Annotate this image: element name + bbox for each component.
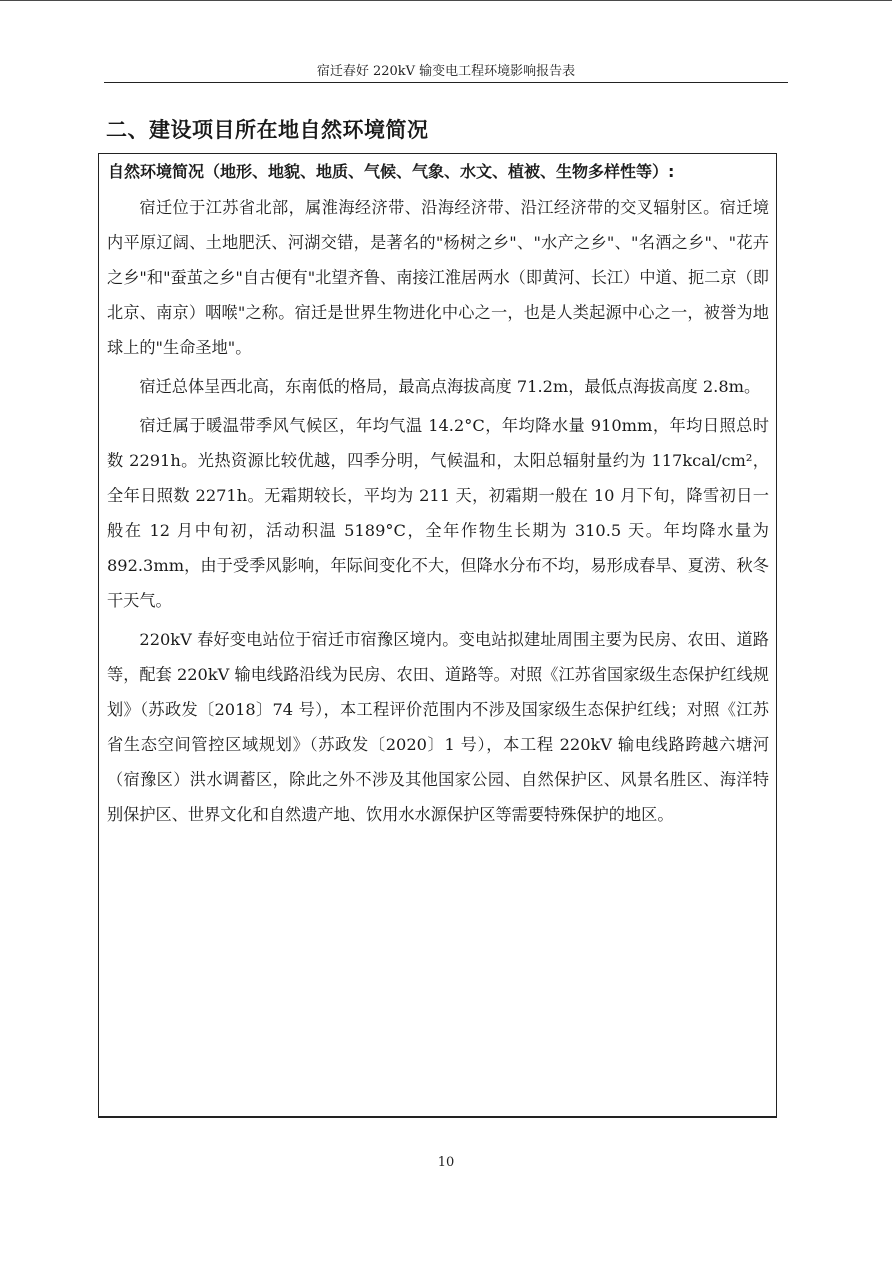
header-rule xyxy=(104,82,788,83)
paragraph-project-site: 220kV 春好变电站位于宿迁市宿豫区境内。变电站拟建址周围主要为民房、农田、道路等，配套 220kV 输电线路沿线为民房、农田、道路等。对照《江苏省国家级生态保护红线规划》（苏政发〔2018〕74 号），本工程评价范围内不涉及国家级生态保护红线；对照《江苏省生态空间管控区域规划》（苏政发〔2020〕1 号），本工程 220kV 输电线路跨越六塘河（宿豫区）洪水调蓄区，除此之外不涉及其他国家公园、自然保护区、风景名胜区、海洋特别保护区、世界文化和自然遗产地、饮用水水源保护区等需要特殊保护的地区。 xyxy=(107,630,769,824)
natural-environment-box xyxy=(98,153,777,1118)
page-top-border xyxy=(0,0,892,1)
page-number: 10 xyxy=(437,1155,455,1170)
box-heading: 自然环境简况（地形、地貌、地质、气候、气象、水文、植被、生物多样性等）: xyxy=(108,162,675,181)
section-title: 二、建设项目所在地自然环境简况 xyxy=(106,118,429,142)
box-body xyxy=(107,190,769,836)
running-header: 宿迁春好 220kV 输变电工程环境影响报告表 xyxy=(316,64,576,79)
paragraph-terrain: 宿迁总体呈西北高，东南低的格局，最高点海拔高度 71.2m，最低点海拔高度 2.8m。 xyxy=(139,377,761,396)
paragraph-climate: 宿迁属于暖温带季风气候区，年均气温 14.2°C，年均降水量 910mm，年均日照总时数 2291h。光热资源比较优越，四季分明，气候温和，太阳总辐射量约为 117kcal/cm²，全年日照数 2271h。无霜期较长，平均为 211 天，初霜期一般在 10 月下旬，降雪初日一般在 12 月中旬初，活动积温 5189°C，全年作物生长期为 310.5 天。年均降水量为 892.3mm，由于受季风影响，年际间变化不大，但降水分布不均，易形成春旱、夏涝、秋冬干天气。 xyxy=(107,416,769,610)
paragraph-location: 宿迁位于江苏省北部，属淮海经济带、沿海经济带、沿江经济带的交叉辐射区。宿迁境内平原辽阔、土地肥沃、河湖交错，是著名的"杨树之乡"、"水产之乡"、"名酒之乡"、"花卉之乡"和"蚕茧之乡"自古便有"北望齐鲁、南接江淮居两水（即黄河、长江）中道、扼二京（即北京、南京）咽喉"之称。宿迁是世界生物进化中心之一，也是人类起源中心之一，被誉为地球上的"生命圣地"。 xyxy=(107,198,769,357)
